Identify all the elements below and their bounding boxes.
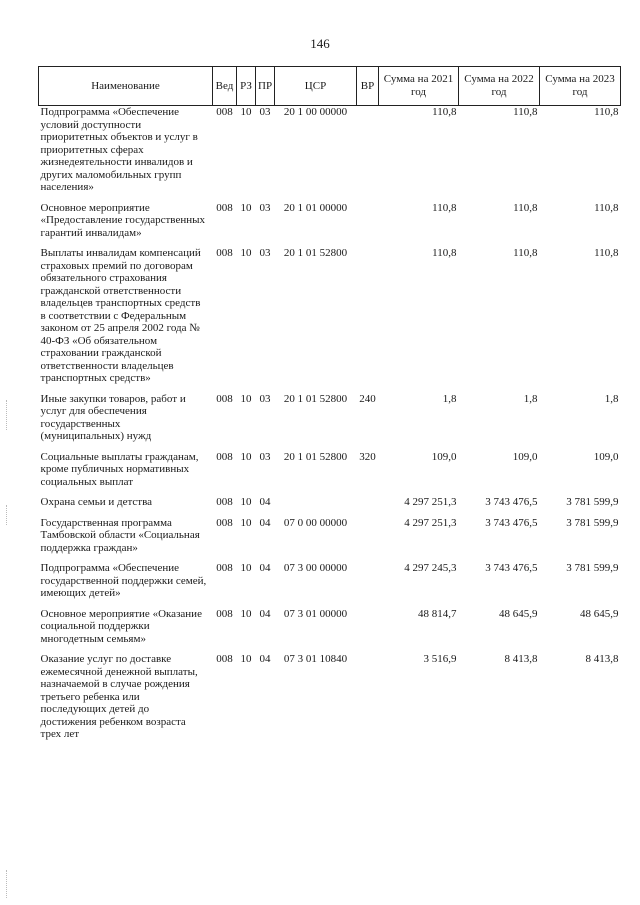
- cell-sum2021: 110,8: [432, 106, 457, 118]
- cell-csr: [275, 496, 357, 517]
- header-sum-2023: Сумма на 2023 год: [540, 67, 621, 106]
- cell-vr: [357, 653, 379, 749]
- cell-ved: 008: [216, 247, 233, 259]
- cell-sum2022: 3 743 476,5: [485, 496, 538, 508]
- cell-ved: 008: [216, 607, 233, 620]
- cell-pr: 03: [259, 392, 271, 405]
- cell-rz: 10: [240, 106, 252, 118]
- cell-sum2023: 48 645,9: [580, 607, 619, 620]
- cell-pr: 03: [259, 201, 271, 214]
- table-row: [39, 247, 621, 393]
- header-rz: РЗ: [237, 67, 256, 106]
- table-row: [39, 608, 621, 654]
- cell-rz: 10: [240, 562, 252, 574]
- cell-sum2022: 110,8: [513, 106, 538, 118]
- table-row: [39, 202, 621, 248]
- cell-pr: 04: [259, 516, 271, 529]
- cell-name: Оказание услуг по доставке ежемесячной денежной выплаты, назначаемой в случае рождения третьего ребенка или последующих детей до достижения ребенком возраста трех лет: [40, 653, 198, 740]
- cell-csr: 20 1 01 52800: [283, 392, 348, 405]
- cell-sum2021: 109,0: [431, 450, 457, 463]
- cell-sum2021: 4 297 251,3: [404, 496, 457, 508]
- cell-sum2023: 109,0: [593, 450, 619, 463]
- cell-pr: 04: [259, 496, 271, 508]
- table-row: [39, 653, 621, 749]
- table-row: [39, 496, 621, 517]
- cell-pr: 04: [259, 562, 271, 574]
- cell-pr: 04: [259, 607, 271, 620]
- table-row: [39, 393, 621, 451]
- cell-ved: 008: [216, 450, 233, 463]
- cell-ved: 008: [216, 496, 233, 508]
- header-csr: ЦСР: [275, 67, 357, 106]
- cell-sum2023: 110,8: [594, 106, 619, 118]
- cell-vr: 320: [359, 450, 376, 463]
- cell-rz: 10: [240, 450, 252, 463]
- header-ved: Вед: [213, 67, 237, 106]
- cell-rz: 10: [240, 653, 252, 665]
- cell-vr: [357, 106, 379, 202]
- header-sum-2021: Сумма на 2021 год: [379, 67, 459, 106]
- cell-sum2022: 1,8: [523, 392, 538, 405]
- cell-name: Основное мероприятие «Предоставление государственных гарантий инвалидам»: [40, 201, 205, 239]
- cell-csr: 20 1 01 52800: [283, 247, 348, 259]
- cell-sum2021: 110,8: [432, 201, 457, 214]
- cell-rz: 10: [240, 516, 252, 529]
- cell-csr: 07 0 00 00000: [283, 516, 348, 529]
- cell-vr: 240: [359, 392, 376, 405]
- cell-pr: 03: [259, 247, 271, 259]
- cell-sum2021: 4 297 251,3: [404, 516, 457, 529]
- table-header-row: [39, 67, 621, 106]
- cell-rz: 10: [240, 607, 252, 620]
- cell-vr: [357, 496, 379, 517]
- cell-csr: 20 1 00 00000: [283, 106, 348, 118]
- cell-sum2021: 1,8: [442, 392, 457, 405]
- header-name: Наименование: [39, 67, 213, 106]
- cell-ved: 008: [216, 201, 233, 214]
- cell-csr: 07 3 00 00000: [283, 562, 348, 574]
- header-vr: ВР: [357, 67, 379, 106]
- cell-sum2021: 4 297 245,3: [404, 562, 457, 574]
- cell-sum2022: 3 743 476,5: [485, 516, 538, 529]
- cell-name: Выплаты инвалидам компенсаций страховых премий по договорам обязательного страхования гражданской ответственности владельцев транспортных средств в соответствии с Федеральным законом от 25 апреля 2002 года № 40-ФЗ «Об обязательном страховании гражданской ответственности владельцев транспортных средств»: [40, 247, 201, 384]
- cell-sum2023: 3 781 599,9: [566, 496, 619, 508]
- scan-artifact: [6, 400, 8, 430]
- cell-sum2021: 3 516,9: [423, 653, 457, 665]
- cell-rz: 10: [240, 392, 252, 405]
- budget-table: [38, 66, 621, 749]
- cell-ved: 008: [216, 653, 233, 665]
- cell-sum2022: 109,0: [512, 450, 538, 463]
- cell-ved: 008: [216, 516, 233, 529]
- cell-name: Основное мероприятие «Оказание социальной поддержки многодетным семьям»: [40, 607, 202, 645]
- scan-artifact: [6, 505, 8, 525]
- cell-sum2023: 8 413,8: [585, 653, 619, 665]
- scan-artifact: [6, 870, 8, 898]
- table-body: [39, 106, 621, 749]
- cell-csr: 20 1 01 00000: [283, 201, 348, 214]
- cell-sum2023: 3 781 599,9: [566, 562, 619, 574]
- header-sum-2022: Сумма на 2022 год: [459, 67, 540, 106]
- cell-name: Государственная программа Тамбовской области «Социальная поддержка граждан»: [40, 516, 200, 554]
- table-row: [39, 562, 621, 608]
- cell-rz: 10: [240, 201, 252, 214]
- cell-ved: 008: [216, 392, 233, 405]
- cell-pr: 03: [259, 450, 271, 463]
- cell-sum2023: 110,8: [594, 247, 619, 259]
- cell-vr: [357, 247, 379, 393]
- cell-sum2023: 1,8: [604, 392, 619, 405]
- table-row: [39, 451, 621, 497]
- cell-ved: 008: [216, 562, 233, 574]
- cell-csr: 20 1 01 52800: [283, 450, 348, 463]
- cell-sum2022: 110,8: [513, 201, 538, 214]
- cell-sum2021: 110,8: [432, 247, 457, 259]
- cell-sum2022: 8 413,8: [504, 653, 538, 665]
- cell-name: Подпрограмма «Обеспечение условий доступности приоритетных объектов и услуг в приоритетных сферах жизнедеятельности инвалидов и других маломобильных групп населения»: [40, 106, 198, 193]
- cell-name: Охрана семьи и детства: [40, 496, 153, 508]
- cell-sum2023: 110,8: [594, 201, 619, 214]
- cell-csr: 07 3 01 10840: [283, 653, 348, 665]
- page-number: 146: [310, 36, 330, 51]
- cell-vr: [357, 517, 379, 563]
- cell-rz: 10: [240, 496, 252, 508]
- cell-ved: 008: [216, 106, 233, 118]
- cell-vr: [357, 202, 379, 248]
- cell-vr: [357, 562, 379, 608]
- table-row: [39, 106, 621, 202]
- cell-name: Иные закупки товаров, работ и услуг для обеспечения государственных (муниципальных) нужд: [40, 392, 186, 442]
- cell-rz: 10: [240, 247, 252, 259]
- cell-sum2022: 3 743 476,5: [485, 562, 538, 574]
- cell-sum2022: 48 645,9: [499, 607, 538, 620]
- table-row: [39, 517, 621, 563]
- cell-name: Подпрограмма «Обеспечение государственной поддержки семей, имеющих детей»: [40, 562, 207, 599]
- cell-pr: 03: [259, 106, 271, 118]
- cell-sum2022: 110,8: [513, 247, 538, 259]
- cell-name: Социальные выплаты гражданам, кроме публичных нормативных социальных выплат: [40, 450, 199, 488]
- header-pr: ПР: [256, 67, 275, 106]
- cell-sum2023: 3 781 599,9: [566, 516, 619, 529]
- cell-csr: 07 3 01 00000: [283, 607, 348, 620]
- cell-vr: [357, 608, 379, 654]
- cell-sum2021: 48 814,7: [418, 607, 457, 620]
- cell-pr: 04: [259, 653, 271, 665]
